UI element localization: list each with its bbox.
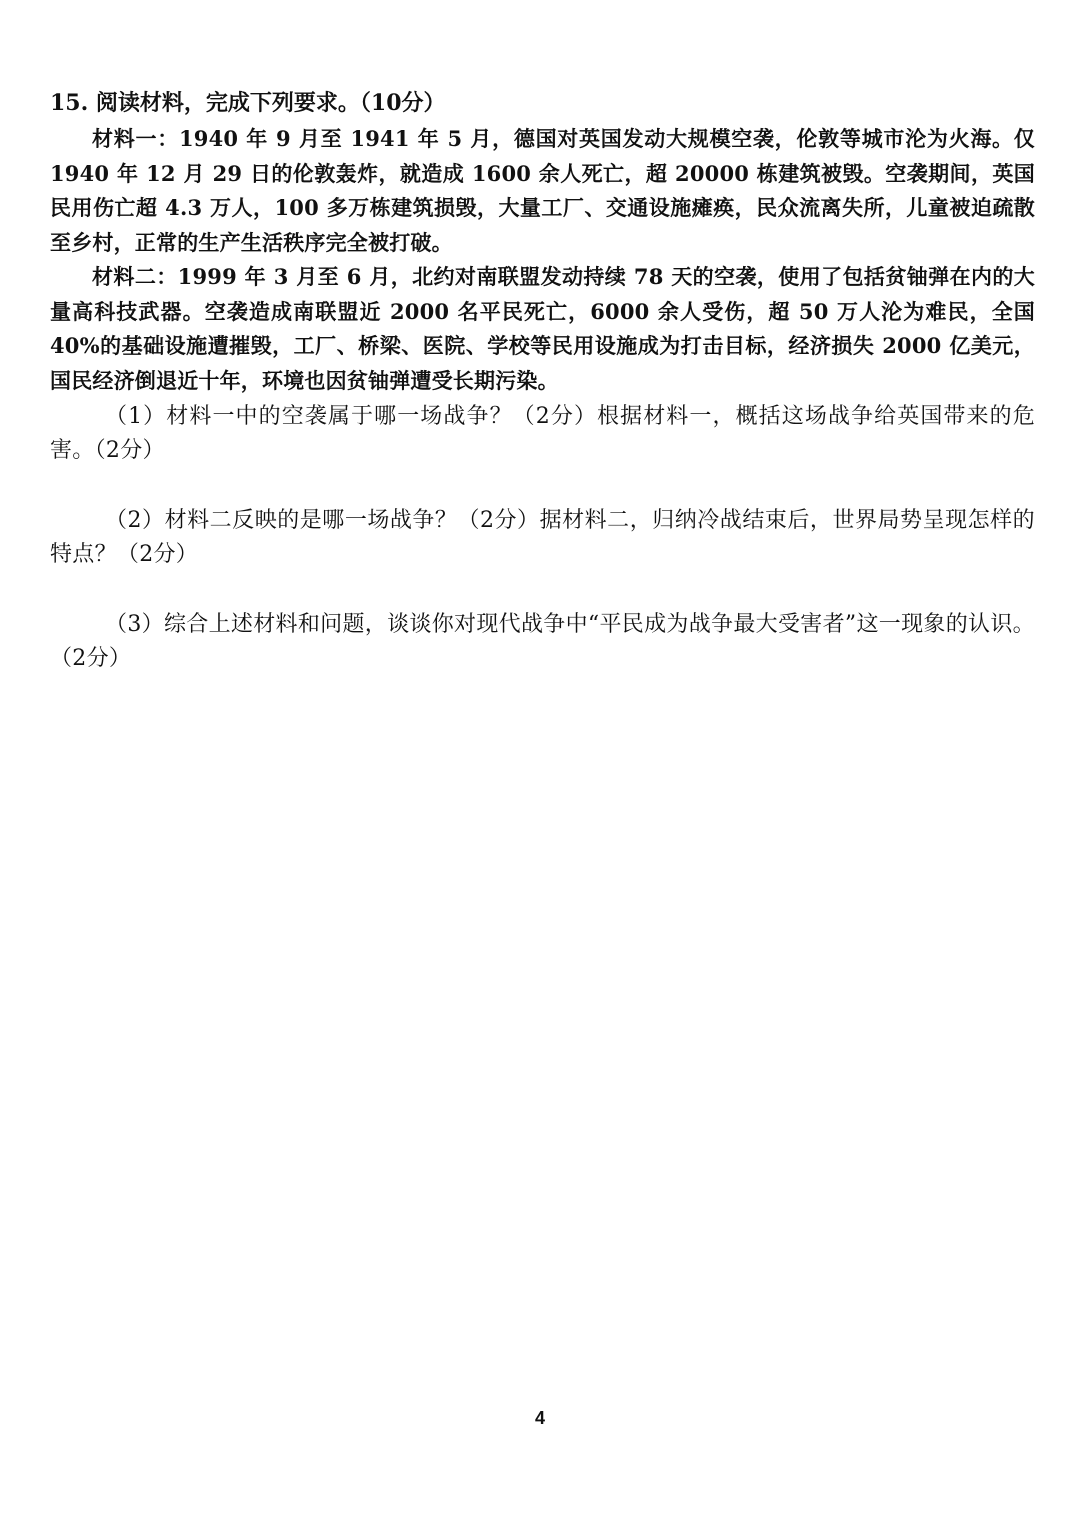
material-two: 材料二：1999 年 3 月至 6 月，北约对南联盟发动持续 78 天的空袭，使用了包括贫铀弹在内的大量高科技武器。空袭造成南联盟近 2000 名平民死亡，6000 余人受伤，超 50 万人沦为难民，全国 40%的基础设施遭摧毁，工厂、桥梁、医院、学校等民用设施成为打击目标，经济损失 2000 亿美元，国民经济倒退近十年，环境也因贫铀弹遭受长期污染。 [50, 264, 1035, 393]
sub-question-3: （3）综合上述材料和问题，谈谈你对现代战争中“平民成为战争最大受害者”这一现象的认识。（2分） [50, 612, 1035, 671]
page-number: 4 [534, 1408, 545, 1428]
question-block [50, 86, 1035, 676]
sub-question-2: （2）材料二反映的是哪一场战争？（2分）据材料二，归纳冷战结束后，世界局势呈现怎样的特点？（2分） [50, 508, 1035, 567]
sub-question-1: （1）材料一中的空袭属于哪一场战争？（2分）根据材料一，概括这场战争给英国带来的危害。（2分） [50, 404, 1035, 463]
material-one: 材料一：1940 年 9 月至 1941 年 5 月，德国对英国发动大规模空袭，伦敦等城市沦为火海。仅 1940 年 12 月 29 日的伦敦轰炸，就造成 1600 余人死亡，超 20000 栋建筑被毁。空袭期间，英国民用伤亡超 4.3 万人，100 多万栋建筑损毁，大量工厂、交通设施瘫痪，民众流离失所，儿童被迫疏散至乡村，正常的生产生活秩序完全被打破。 [50, 126, 1035, 255]
question-title: 15. 阅读材料，完成下列要求。（10分） [50, 90, 446, 116]
